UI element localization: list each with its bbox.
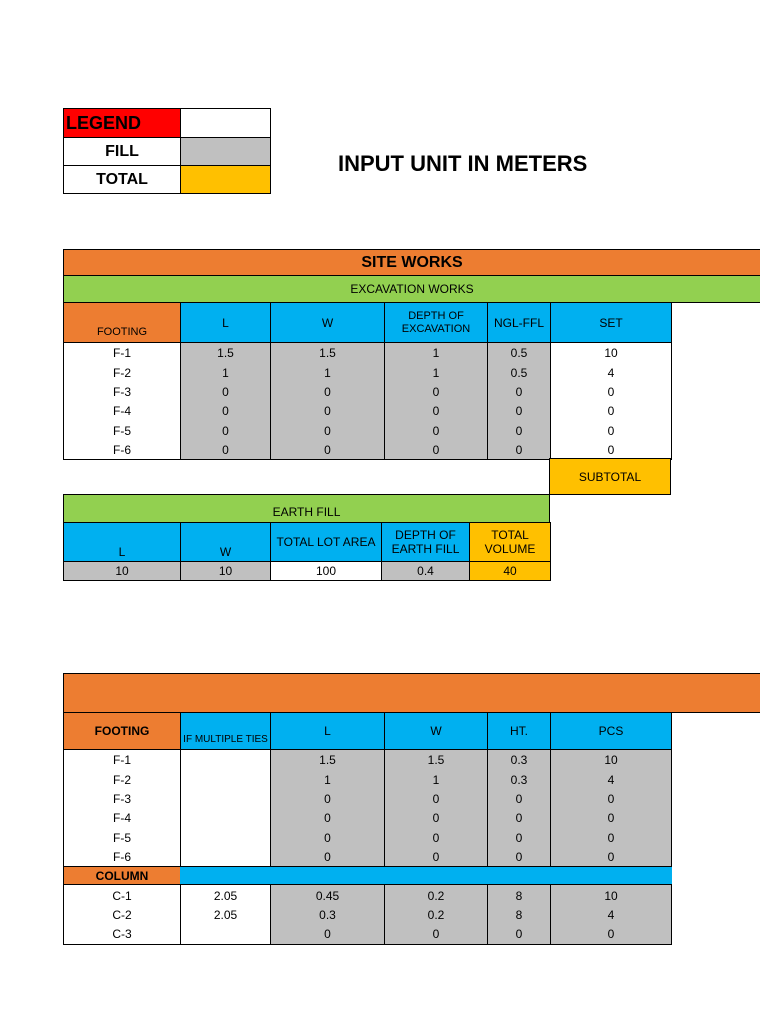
rebar-footing-cell <box>180 789 271 809</box>
excavation-cell: 0 <box>270 440 385 460</box>
rebar-footing-cell: 0 <box>487 828 551 848</box>
rebar-footing-cell: 1 <box>384 769 488 789</box>
rebar-footing-cell: 0 <box>384 808 488 828</box>
column-band <box>180 866 672 885</box>
earth-fill-header-4: TOTAL VOLUME <box>469 522 551 562</box>
rebar-footing-cell: 0 <box>384 789 488 809</box>
rebar-column-cell <box>180 924 271 944</box>
legend <box>63 108 271 194</box>
excavation-cell: 0 <box>270 401 385 421</box>
excavation-cell: 0 <box>550 421 672 441</box>
legend-title-swatch <box>180 108 271 138</box>
rebar-footing-cell <box>180 769 271 789</box>
rebar-footing-cell: 1 <box>270 769 385 789</box>
rebar-column-cell: 0.3 <box>270 905 385 925</box>
rebar-footing-cell: F-2 <box>63 769 181 789</box>
excavation-cell: 10 <box>550 343 672 363</box>
excavation-cell: 0 <box>180 421 271 441</box>
rebar-footing-cell: 0.3 <box>487 750 551 770</box>
rebar-header-0: FOOTING <box>63 712 181 750</box>
earth-fill-header-0: L <box>63 522 181 562</box>
rebar-column-cell: 8 <box>487 905 551 925</box>
excavation-cell: F-2 <box>63 362 181 382</box>
earth-fill-value: 0.4 <box>381 561 470 581</box>
excavation-header-5: SET <box>550 302 672 343</box>
excavation-cell: 0 <box>550 401 672 421</box>
rebar-footing-cell: F-4 <box>63 808 181 828</box>
rebar-section-header <box>63 673 760 713</box>
excavation-cell: F-5 <box>63 421 181 441</box>
rebar-footing-cell <box>180 847 271 867</box>
rebar-footing-cell: 0 <box>487 808 551 828</box>
earth-fill-value: 40 <box>469 561 551 581</box>
rebar-header-5: PCS <box>550 712 672 750</box>
rebar-column-cell: 0 <box>384 924 488 944</box>
site-works-header: SITE WORKS <box>63 249 760 276</box>
rebar-footing-cell: 0.3 <box>487 769 551 789</box>
excavation-cell: 1 <box>384 362 488 382</box>
rebar-footing-cell: 0 <box>487 847 551 867</box>
earth-fill-header: EARTH FILL <box>63 494 550 523</box>
rebar-header-1: IF MULTIPLE TIES <box>180 712 271 750</box>
excavation-cell: F-6 <box>63 440 181 460</box>
rebar-footing-cell: 10 <box>550 750 672 770</box>
rebar-header-2: L <box>270 712 385 750</box>
rebar-header-4: HT. <box>487 712 551 750</box>
excavation-cell: F-1 <box>63 343 181 363</box>
earth-fill-header-2: TOTAL LOT AREA <box>270 522 382 562</box>
excavation-works-header: EXCAVATION WORKS <box>63 275 760 303</box>
excavation-cell: 1.5 <box>270 343 385 363</box>
excavation-cell: 1 <box>384 343 488 363</box>
excavation-header-2: W <box>270 302 385 343</box>
excavation-cell: F-4 <box>63 401 181 421</box>
column-label: COLUMN <box>63 866 181 885</box>
excavation-cell: 1 <box>180 362 271 382</box>
rebar-footing-cell: 0 <box>384 847 488 867</box>
rebar-footing-cell: 0 <box>550 828 672 848</box>
excavation-cell: 0 <box>384 382 488 402</box>
excavation-cell: 1 <box>270 362 385 382</box>
rebar-footing-cell: 4 <box>550 769 672 789</box>
legend-total-swatch <box>180 165 271 194</box>
excavation-cell: 0 <box>550 382 672 402</box>
rebar-footing-cell: 0 <box>270 847 385 867</box>
rebar-footing-cell: 0 <box>550 808 672 828</box>
rebar-column-cell: C-3 <box>63 924 181 944</box>
legend-fill-swatch <box>180 137 271 166</box>
rebar-column-cell: 0 <box>270 924 385 944</box>
rebar-column-cell: 0.45 <box>270 885 385 905</box>
legend-total-label: TOTAL <box>63 165 181 194</box>
rebar-footing-cell <box>180 828 271 848</box>
rebar-column-cell: 0.2 <box>384 905 488 925</box>
rebar-footing-cell: 0 <box>270 828 385 848</box>
rebar-footing-cell: 1.5 <box>384 750 488 770</box>
excavation-cell: 0 <box>487 382 551 402</box>
excavation-cell: 0.5 <box>487 343 551 363</box>
excavation-cell: 0 <box>487 440 551 460</box>
excavation-cell: 0 <box>180 382 271 402</box>
rebar-column-cell: 4 <box>550 905 672 925</box>
legend-title: LEGEND <box>63 108 181 138</box>
rebar-column-cell: 2.05 <box>180 905 271 925</box>
rebar-column-cell: 0 <box>487 924 551 944</box>
rebar-footing-cell: F-5 <box>63 828 181 848</box>
excavation-header-0: FOOTING <box>63 302 181 343</box>
excavation-cell: 0 <box>487 421 551 441</box>
rebar-footing-cell: 0 <box>487 789 551 809</box>
rebar-footing-cell: F-3 <box>63 789 181 809</box>
rebar-footing-cell: 0 <box>550 847 672 867</box>
earth-fill-value: 10 <box>63 561 181 581</box>
rebar-header-3: W <box>384 712 488 750</box>
earth-fill-header-1: W <box>180 522 271 562</box>
excavation-cell: 0 <box>384 421 488 441</box>
excavation-cell: 0 <box>550 440 672 460</box>
rebar-column-cell: 0 <box>550 924 672 944</box>
excavation-cell: F-3 <box>63 382 181 402</box>
excavation-cell: 0 <box>487 401 551 421</box>
excavation-cell: 0.5 <box>487 362 551 382</box>
subtotal-label: SUBTOTAL <box>549 458 671 495</box>
earth-fill-value: 10 <box>180 561 271 581</box>
earth-fill-header-3: DEPTH OF EARTH FILL <box>381 522 470 562</box>
earth-fill-value: 100 <box>270 561 382 581</box>
rebar-column-cell: 8 <box>487 885 551 905</box>
rebar-footing-cell: 0 <box>270 808 385 828</box>
rebar-footing-cell <box>180 750 271 770</box>
excavation-cell: 0 <box>270 382 385 402</box>
excavation-header-4: NGL-FFL <box>487 302 551 343</box>
rebar-column-cell: C-1 <box>63 885 181 905</box>
rebar-footing-cell <box>180 808 271 828</box>
rebar-footing-cell: F-6 <box>63 847 181 867</box>
rebar-footing-cell: 0 <box>384 828 488 848</box>
excavation-header-1: L <box>180 302 271 343</box>
rebar-footing-cell: F-1 <box>63 750 181 770</box>
excavation-cell: 0 <box>180 440 271 460</box>
rebar-column-cell: 0.2 <box>384 885 488 905</box>
rebar-footing-cell: 1.5 <box>270 750 385 770</box>
rebar-column-cell: 2.05 <box>180 885 271 905</box>
rebar-footing-cell: 0 <box>550 789 672 809</box>
legend-fill-label: FILL <box>63 137 181 166</box>
excavation-cell: 0 <box>180 401 271 421</box>
excavation-cell: 1.5 <box>180 343 271 363</box>
page-title: INPUT UNIT IN METERS <box>338 151 588 176</box>
rebar-column-cell: C-2 <box>63 905 181 925</box>
excavation-header-3: DEPTH OF EXCAVATION <box>384 302 488 343</box>
excavation-cell: 4 <box>550 362 672 382</box>
rebar-footing-cell: 0 <box>270 789 385 809</box>
excavation-cell: 0 <box>384 401 488 421</box>
excavation-cell: 0 <box>270 421 385 441</box>
rebar-column-cell: 10 <box>550 885 672 905</box>
excavation-cell: 0 <box>384 440 488 460</box>
